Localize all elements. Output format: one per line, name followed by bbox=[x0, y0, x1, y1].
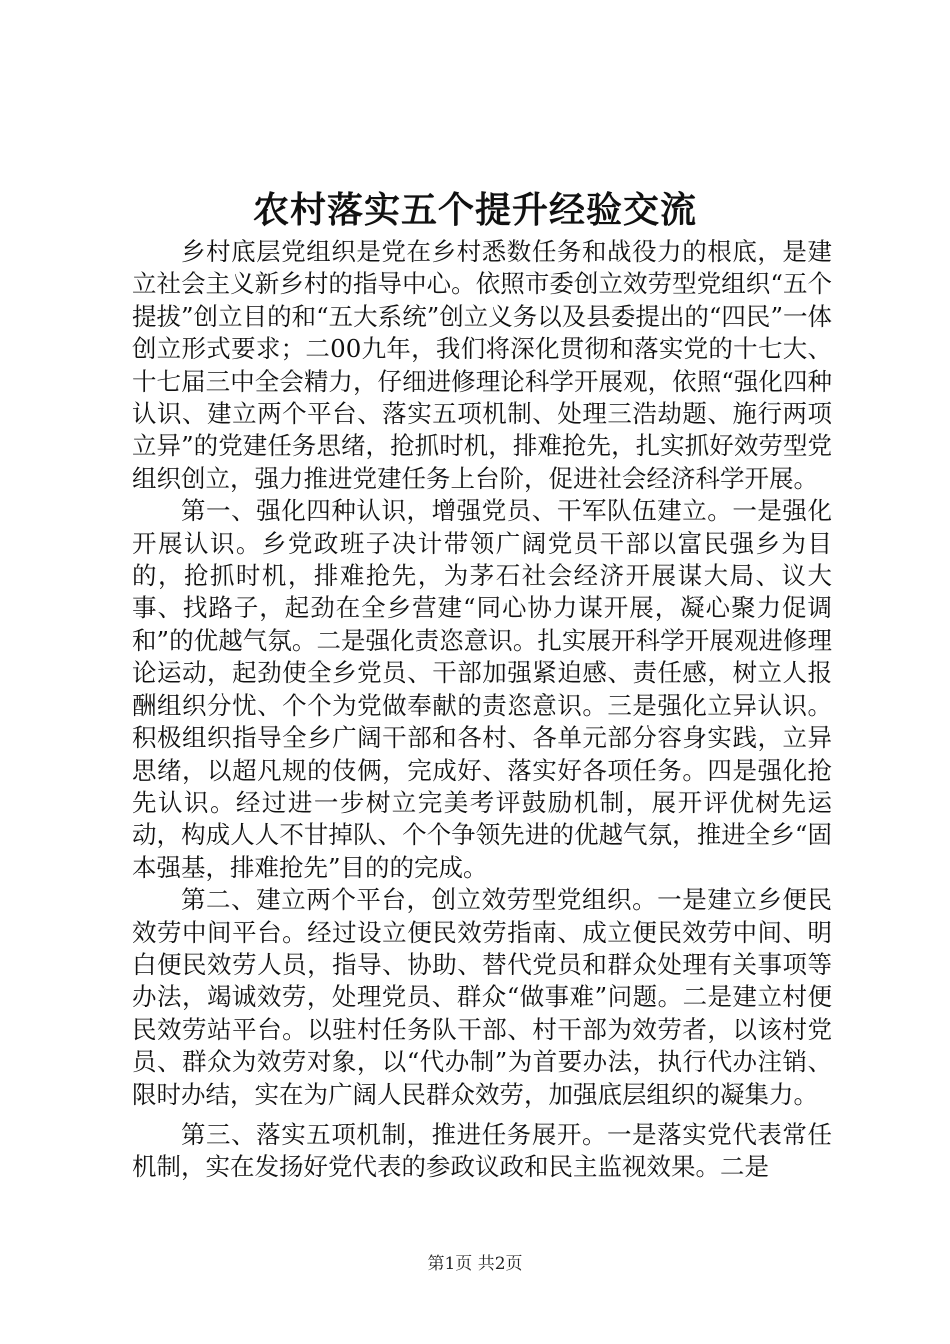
document-title: 农村落实五个提升经验交流 bbox=[252, 189, 697, 231]
document-body bbox=[132, 236, 832, 1184]
paragraph-second: 第二、建立两个平台，创立效劳型党组织。一是建立乡便民效劳中间平台。经过设立便民效劳指南、成立便民效劳中间、明白便民效劳人员，指导、协助、替代党员和群众处理有关事项等办法，竭诚效劳，处理党员、群众“做事难”问题。二是建立村便民效劳站平台。以驻村任务队干部、村干部为效劳者，以该村党员、群众为效劳对象，以“代办制”为首要办法，执行代办注销、限时办结，实在为广阔人民群众效劳，加强底层组织的凝集力。 bbox=[132, 885, 832, 1109]
paragraph-first: 第一、强化四种认识，增强党员、干军队伍建立。一是强化开展认识。乡党政班子决计带领广阔党员干部以富民强乡为目的，抢抓时机，排难抢先，为茅石社会经济开展谋大局、议大事、找路子，起劲在全乡营建“同心协力谋开展，凝心聚力促调和”的优越气氛。二是强化责恣意识。扎实展开科学开展观进修理论运动，起劲使全乡党员、干部加强紧迫感、责任感，树立人报酬组织分忧、个个为党做奉献的责恣意识。三是强化立异认识。积极组织指导全乡广阔干部和各村、各单元部分容身实践，立异思绪，以超凡规的伎俩，完成好、落实好各项任务。四是强化抢先认识。经过进一步树立完美考评鼓励机制，展开评优树先运动，构成人人不甘掉队、个个争领先进的优越气氛，推进全乡“固本强基，排难抢先”目的的完成。 bbox=[132, 496, 832, 882]
paragraph-third: 第三、落实五项机制，推进任务展开。一是落实党代表常任机制，实在发扬好党代表的参政议政和民主监视效果。二是 bbox=[132, 1119, 832, 1182]
page-number-footer: 第1页 共2页 bbox=[427, 1254, 523, 1274]
paragraph-intro: 乡村底层党组织是党在乡村悉数任务和战役力的根底，是建立社会主义新乡村的指导中心。依照市委创立效劳型党组织“五个提拔”创立目的和“五大系统”创立义务以及县委提出的“四民”一体创立形式要求；二00九年，我们将深化贯彻和落实党的十七大、十七届三中全会精力，仔细进修理论科学开展观，依照“强化四种认识、建立两个平台、落实五项机制、处理三浩劫题、施行两项立异”的党建任务思绪，抢抓时机，排难抢先，扎实抓好效劳型党组织创立，强力推进党建任务上台阶，促进社会经济科学开展。 bbox=[132, 237, 832, 493]
